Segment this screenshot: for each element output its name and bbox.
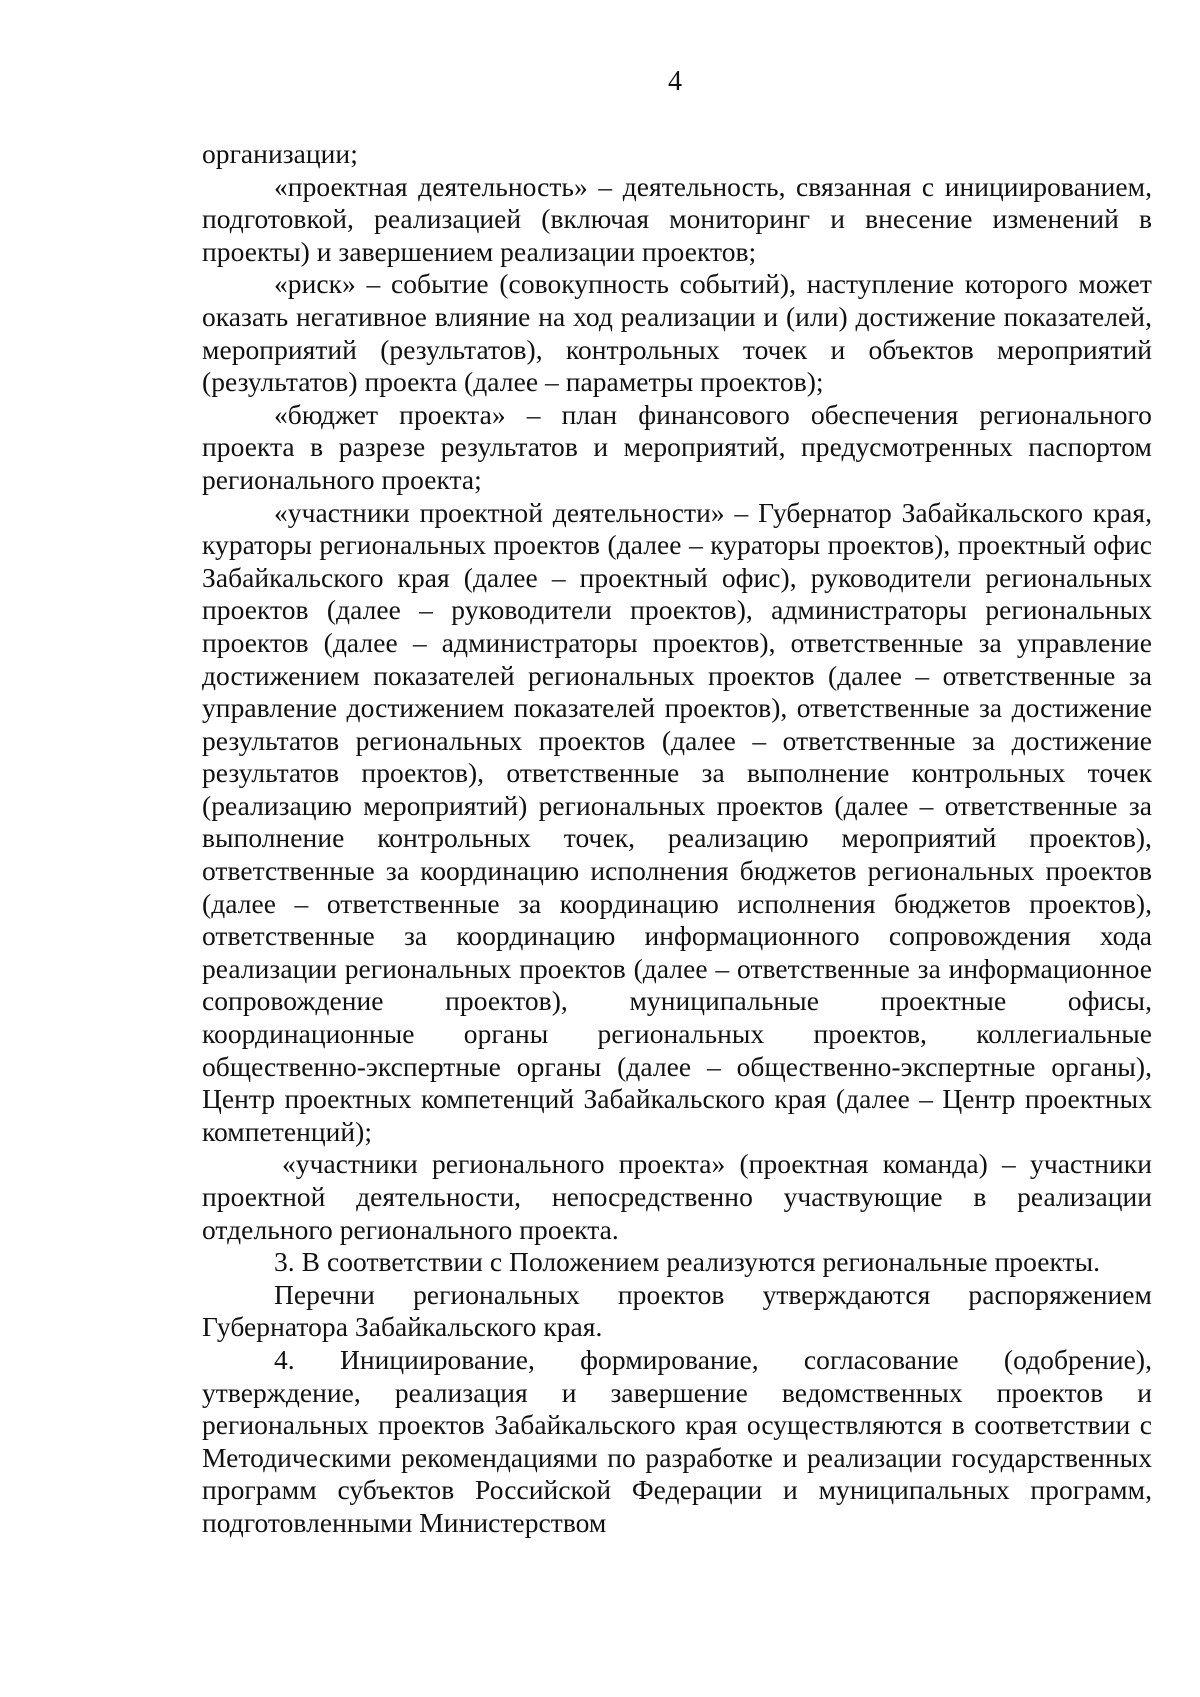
document-body — [202, 138, 1152, 1540]
paragraph-definition-risk: «риск» – событие (совокупность событий), наступление которого может оказать негативное влияние на ход реализации и (или) достижение показателей, мероприятий (результатов), контрольных точек и объектов мероприятий (результатов) проекта (далее – параметры проектов); — [202, 268, 1152, 398]
paragraph-definition-project-budget: «бюджет проекта» – план финансового обеспечения регионального проекта в разрезе результатов и мероприятий, предусмотренных паспортом регионального проекта; — [202, 398, 1152, 495]
paragraph-project-lists: Перечни региональных проектов утверждаются распоряжением Губернатора Забайкальского края. — [202, 1278, 1152, 1343]
page-number: 4 — [668, 66, 682, 97]
paragraph-continuation: организации; — [202, 138, 358, 169]
paragraph-definition-project-team: «участники регионального проекта» (проектная команда) – участники проектной деятельности, непосредственно участвующие в реализации отдельного регионального проекта. — [202, 1148, 1152, 1245]
paragraph-definition-participants: «участники проектной деятельности» – Губернатор Забайкальского края, кураторы региональных проектов (далее – кураторы проектов), проектный офис Забайкальского края (далее – проектный офис), руководители региональных проектов (далее – руководители проектов), администраторы региональных проектов (далее – администраторы проектов), ответственные за управление достижением показателей региональных проектов (далее – ответственные за управление достижением показателей проектов), ответственные за достижение результатов региональных проектов (далее – ответственные за достижение результатов проектов), ответственные за выполнение контрольных точек (реализацию мероприятий) региональных проектов (далее – ответственные за выполнение контрольных точек, реализацию мероприятий проектов), ответственные за координацию исполнения бюджетов региональных проектов (далее – ответственные за координацию исполнения бюджетов проектов), ответственные за координацию информационного сопровождения хода реализации региональных проектов (далее – ответственные за информационное сопровождение проектов), муниципальные проектные офисы, координационные органы региональных проектов, коллегиальные общественно-экспертные органы (далее – общественно-экспертные органы), Центр проектных компетенций Забайкальского края (далее – Центр проектных компетенций); — [202, 496, 1152, 1147]
paragraph-definition-project-activity: «проектная деятельность» – деятельность, связанная с инициированием, подготовкой, реализацией (включая мониторинг и внесение изменений в проекты) и завершением реализации проектов; — [202, 170, 1152, 267]
paragraph-item-4: 4. Инициирование, формирование, согласование (одобрение), утверждение, реализация и завершение ведомственных проектов и региональных проектов Забайкальского края осуществляются в соответствии с Методическими рекомендациями по разработке и реализации государственных программ субъектов Российской Федерации и муниципальных программ, подготовленными Министерством — [202, 1343, 1152, 1538]
paragraph-item-3: 3. В соответствии с Положением реализуются региональные проекты. — [274, 1246, 1101, 1278]
